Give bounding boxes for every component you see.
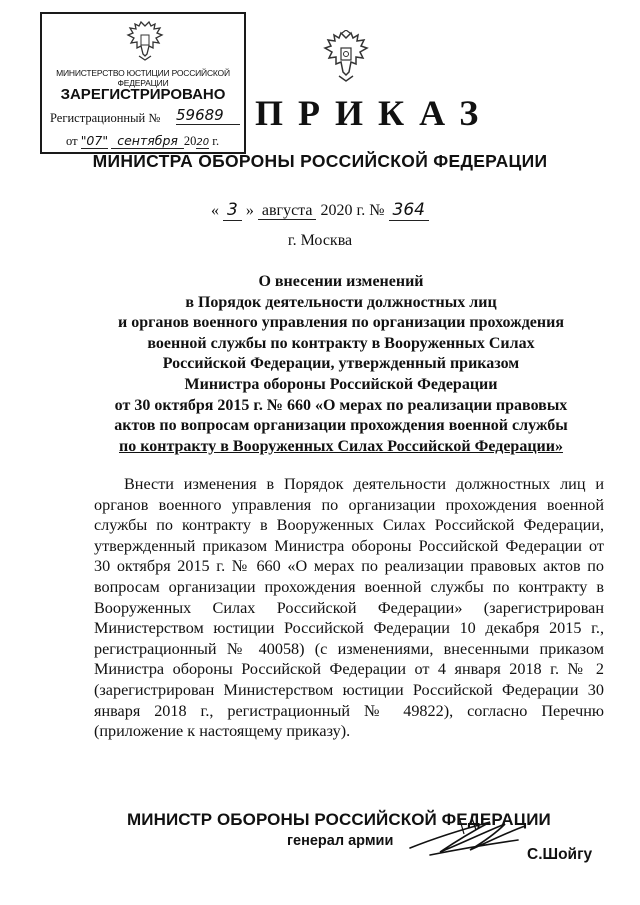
stamp-date-suffix: г. xyxy=(212,134,220,148)
stamp-date-prefix: от xyxy=(66,134,78,148)
stamp-date-day: "07" xyxy=(80,133,109,148)
order-month: августа xyxy=(258,202,317,220)
date-open-quote: « xyxy=(211,202,220,219)
subject-line: и органов военного управления по организации прохождения xyxy=(117,314,564,332)
double-headed-eagle-icon xyxy=(322,30,370,84)
stamp-ministry-name: МИНИСТЕРСТВО ЮСТИЦИИ РОССИЙСКОЙ ФЕДЕРАЦИИ xyxy=(56,68,230,88)
signatory-name: С.Шойгу xyxy=(527,846,593,863)
order-date-number xyxy=(0,200,640,220)
stamp-regnum-value: 59689 xyxy=(176,106,240,125)
signatory-rank: генерал армии xyxy=(287,833,394,849)
issuing-authority: МИНИСТРА ОБОРОНЫ РОССИЙСКОЙ ФЕДЕРАЦИИ xyxy=(92,151,548,171)
stamp-date-year-hand: 20 xyxy=(196,137,210,148)
subject-line: военной службы по контракту в Вооруженных Силах xyxy=(147,334,535,352)
order-day: 3 xyxy=(223,200,242,221)
document-title: ПРИКАЗ xyxy=(255,93,494,133)
subject-line: от 30 октября 2015 г. № 660 «О мерах по реализации правовых xyxy=(114,396,568,414)
subject-line: Российской Федерации, утвержденный приказом xyxy=(162,355,520,373)
stamp-date xyxy=(66,133,219,149)
subject-line: актов по вопросам организации прохождения военной службы xyxy=(114,417,568,435)
order-city: г. Москва xyxy=(287,232,353,249)
subject-line: по контракту в Вооруженных Силах Российской Федерации» xyxy=(119,437,563,455)
subject-line: Министра обороны Российской Федерации xyxy=(184,375,498,393)
date-close-quote: » xyxy=(245,202,254,219)
order-year: 2020 г. xyxy=(320,202,366,219)
subject-line: в Порядок деятельности должностных лиц xyxy=(185,293,497,311)
order-number-label: № xyxy=(369,202,385,219)
order-subject xyxy=(70,272,612,457)
subject-line: О внесении изменений xyxy=(258,273,424,290)
stamp-date-month: сентября xyxy=(111,133,184,149)
stamp-regnum-label: Регистрационный № xyxy=(50,111,161,125)
signatory-position: МИНИСТР ОБОРОНЫ РОССИЙСКОЙ ФЕДЕРАЦИИ xyxy=(127,810,551,829)
double-headed-eagle-icon xyxy=(125,20,165,62)
stamp-registered-label: ЗАРЕГИСТРИРОВАНО xyxy=(60,86,226,103)
order-body: Внести изменения в Порядок деятельности должностных лиц и органов военного управления по организации прохождения военной службы по контракту в Вооруженных Силах Российской Федерации, утвержденный приказом Министра обороны Российской Федерации от 30 октября 2015 г. № 660 «О мерах по реализации правовых актов по вопросам организации прохождения военной службы по контракту в Вооруженных Силах Российской Федерации» (зарегистрирован Министерством юстиции Российской Федерации 10 декабря 2015 г., регистрационный № 40058) (с изменениями, внесенными приказом Министра обороны Российской Федерации от 4 января 2018 г. № 2 (зарегистрирован Министерством юстиции Российской Федерации 30 января 2018 г., регистрационный № 49822), согласно Перечню (приложение к настоящему приказу). xyxy=(94,475,604,741)
stamp-date-year: 20 xyxy=(183,134,197,148)
registration-stamp xyxy=(40,12,246,154)
order-number: 364 xyxy=(389,200,429,221)
